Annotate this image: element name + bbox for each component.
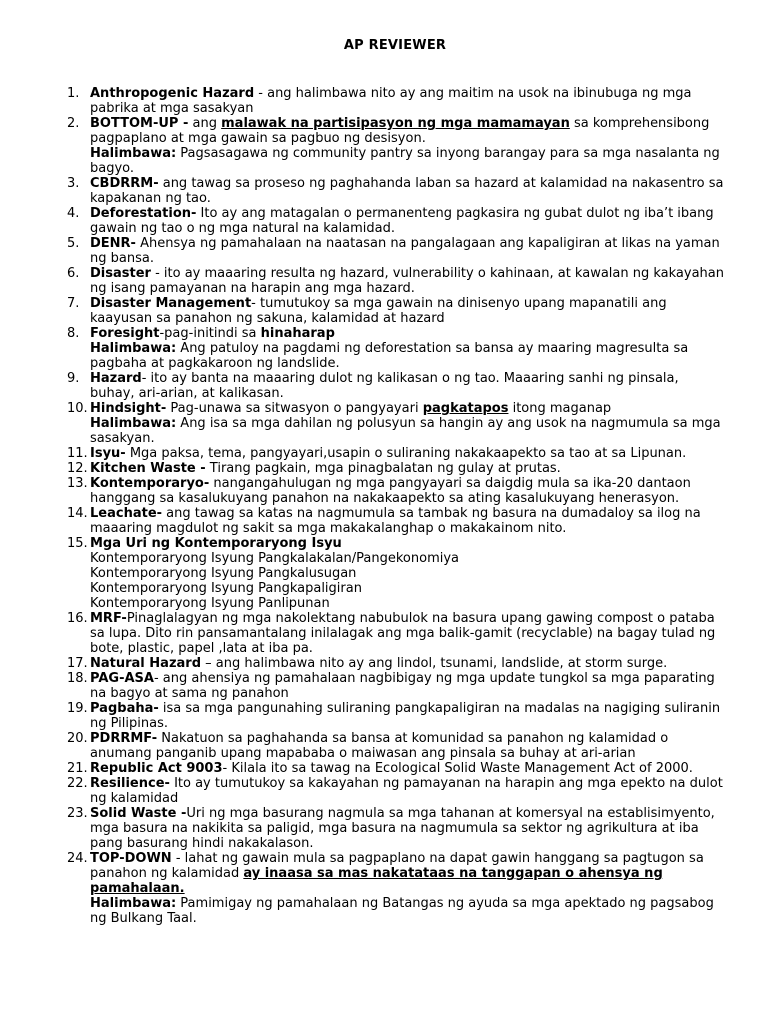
item-term: Solid Waste - xyxy=(90,806,187,821)
item-number: 18. xyxy=(67,671,88,686)
item-text: Tirang pagkain, mga pinagbalatan ng gulay at prutas. xyxy=(205,461,561,476)
item-number: 22. xyxy=(67,776,88,791)
list-item xyxy=(67,86,727,116)
item-text: - lahat ng gawain mula sa pagpaplano na dapat gawin hanggang sa pagtugon sa panahon ng kalamidad xyxy=(90,851,704,881)
item-term: Republic Act 9003 xyxy=(90,761,223,776)
item-number: 9. xyxy=(67,371,80,386)
item-text: ang tawag sa proseso ng paghahanda laban sa hazard at kalamidad na nakasentro sa kapakanan ng tao. xyxy=(90,176,724,206)
item-term: malawak na partisipasyon ng mga mamamayan xyxy=(221,116,570,131)
item-subline xyxy=(90,146,727,176)
item-number: 20. xyxy=(67,731,88,746)
item-number: 19. xyxy=(67,701,88,716)
list-item xyxy=(67,116,727,176)
item-number: 16. xyxy=(67,611,88,626)
item-term: ay inaasa sa mas nakatataas na tanggapan o ahensya ng pamahalaan. xyxy=(90,866,663,896)
item-text: Pinaglalagyan ng mga nakolektang nabubulok na basura upang gawing compost o pataba sa lupa. Dito rin pansamantalang inilalagak ang mga balik-gamit (recyclable) na bagay tulad ng bote, plastic, papel ,lata at iba pa. xyxy=(90,611,716,656)
item-text: Nakatuon sa paghahanda sa bansa at komunidad sa panahon ng kalamidad o anumang panganib upang mapababa o maiwasan ang pinsala sa buhay at ari-arian xyxy=(90,731,669,761)
item-term: Foresight xyxy=(90,326,160,341)
document-title: AP REVIEWER xyxy=(343,38,447,53)
item-subline xyxy=(90,416,727,446)
item-term: Halimbawa: xyxy=(90,896,177,911)
item-text: – ang halimbawa nito ay ang lindol, tsunami, landslide, at storm surge. xyxy=(201,656,668,671)
item-number: 14. xyxy=(67,506,88,521)
list-item xyxy=(67,446,727,461)
item-text: Pamimigay ng pamahalaan ng Batangas ng ayuda sa mga apektado ng pagsabog ng Bulkang Taal. xyxy=(90,896,714,926)
item-term: Hazard xyxy=(90,371,142,386)
item-text: -pag-initindi sa xyxy=(159,326,261,341)
list-item xyxy=(67,206,727,236)
item-term: Disaster Management xyxy=(90,296,252,311)
item-term: Kitchen Waste - xyxy=(90,461,206,476)
item-subline xyxy=(90,566,727,581)
list-item xyxy=(67,806,727,851)
item-term: PDRRMF- xyxy=(90,731,158,746)
item-term: pagkatapos xyxy=(422,401,509,416)
list-item xyxy=(67,461,727,476)
list-item xyxy=(67,611,727,656)
item-text: - ito ay banta na maaaring dulot ng kalikasan o ng tao. Maaaring sanhi ng pinsala, buhay, ari-arian, at kalikasan. xyxy=(90,371,679,401)
item-term: PAG-ASA xyxy=(90,671,154,686)
list-item xyxy=(67,371,727,401)
item-number: 15. xyxy=(67,536,88,551)
item-number: 8. xyxy=(67,326,80,341)
item-text: itong maganap xyxy=(508,401,612,416)
item-term: Resilience- xyxy=(90,776,170,791)
list-item xyxy=(67,476,727,506)
item-number: 23. xyxy=(67,806,88,821)
list-item xyxy=(67,656,727,671)
list-item xyxy=(67,776,727,806)
item-text: Ang isa sa mga dahilan ng polusyun sa hangin ay ang usok na nagmumula sa mga sasakyan. xyxy=(90,416,721,446)
item-text: isa sa mga pangunahing suliraning pangkapaligiran na madalas na nagiging suliranin ng Pilipinas. xyxy=(90,701,721,731)
item-term: Halimbawa: xyxy=(90,341,177,356)
item-text: Pagsasagawa ng community pantry sa inyong barangay para sa mga nasalanta ng bagyo. xyxy=(90,146,720,176)
item-term: CBDRRM- xyxy=(90,176,159,191)
item-text: - ang halimbawa nito ay ang maitim na usok na ibinubuga ng mga pabrika at mga sasakyan xyxy=(90,86,692,116)
item-term: Hindsight- xyxy=(90,401,167,416)
item-text: nangangahulugan ng mga pangyayari sa daigdig mula sa ika-20 dantaon hanggang sa kasalukuyang panahon na nakakaapekto sa ating kasalukuyang henerasyon. xyxy=(90,476,691,506)
item-subline xyxy=(90,896,727,926)
item-number: 11. xyxy=(67,446,88,461)
item-term: Deforestation- xyxy=(90,206,197,221)
item-text: - ang ahensiya ng pamahalaan nagbibigay ng mga update tungkol sa mga paparating na bagyo at sama ng panahon xyxy=(90,671,715,701)
item-term: Anthropogenic Hazard xyxy=(90,86,255,101)
item-text: sa komprehensibong pagpaplano at mga gawain sa pagbuo ng desisyon. xyxy=(90,116,710,146)
item-text: Pag-unawa sa sitwasyon o pangyayari xyxy=(166,401,423,416)
list-item xyxy=(67,326,727,371)
item-number: 12. xyxy=(67,461,88,476)
item-text: - tumutukoy sa mga gawain na dinisenyo upang mapanatili ang kaayusan sa panahon ng sakuna, kalamidad at hazard xyxy=(90,296,667,326)
list-item xyxy=(67,761,727,776)
item-text: Kontemporaryong Isyung Panlipunan xyxy=(90,596,330,611)
item-number: 3. xyxy=(67,176,80,191)
item-term: Leachate- xyxy=(90,506,163,521)
item-number: 6. xyxy=(67,266,80,281)
item-term: Isyu- xyxy=(90,446,126,461)
item-number: 21. xyxy=(67,761,88,776)
reviewer-list xyxy=(67,86,727,926)
list-item xyxy=(67,176,727,206)
item-term: Kontemporaryo- xyxy=(90,476,210,491)
item-number: 10. xyxy=(67,401,88,416)
item-text: Kontemporaryong Isyung Pangkalusugan xyxy=(90,566,357,581)
item-term: Natural Hazard xyxy=(90,656,201,671)
item-subline xyxy=(90,581,727,596)
item-text: Ito ay tumutukoy sa kakayahan ng pamayanan na harapin ang mga epekto na dulot ng kalamidad xyxy=(90,776,723,806)
item-term: Halimbawa: xyxy=(90,416,177,431)
item-number: 1. xyxy=(67,86,80,101)
list-item xyxy=(67,266,727,296)
item-number: 24. xyxy=(67,851,88,866)
item-term: Disaster xyxy=(90,266,151,281)
item-number: 17. xyxy=(67,656,88,671)
list-item xyxy=(67,506,727,536)
item-term: Halimbawa: xyxy=(90,146,177,161)
item-text: Kontemporaryong Isyung Pangkapaligiran xyxy=(90,581,362,596)
list-item xyxy=(67,731,727,761)
item-text: Mga paksa, tema, pangyayari,usapin o suliraning nakakaapekto sa tao at sa Lipunan. xyxy=(125,446,687,461)
item-term: MRF- xyxy=(90,611,127,626)
list-item xyxy=(67,536,727,611)
item-number: 4. xyxy=(67,206,80,221)
item-number: 13. xyxy=(67,476,88,491)
item-term: Mga Uri ng Kontemporaryong Isyu xyxy=(90,536,342,551)
item-text: ang xyxy=(188,116,222,131)
item-text: Kontemporaryong Isyung Pangkalakalan/Pangekonomiya xyxy=(90,551,460,566)
item-number: 5. xyxy=(67,236,80,251)
item-term: BOTTOM-UP - xyxy=(90,116,189,131)
item-term: hinaharap xyxy=(260,326,335,341)
item-text: Ito ay ang matagalan o permanenteng pagkasira ng gubat dulot ng iba’t ibang gawain ng tao o ng mga natural na kalamidad. xyxy=(90,206,714,236)
list-item xyxy=(67,401,727,446)
item-text: - ito ay maaaring resulta ng hazard, vulnerability o kahinaan, at kawalan ng kakayahan ng isang pamayanan na harapin ang mga hazard. xyxy=(90,266,725,296)
list-item xyxy=(67,851,727,926)
list-item xyxy=(67,296,727,326)
list-item xyxy=(67,671,727,701)
item-text: Uri ng mga basurang nagmula sa mga tahanan at komersyal na establisimyento, mga basura na nakikita sa paligid, mga basura na nagmumula sa sektor ng agrikultura at iba pang basurang hindi nakakalason. xyxy=(90,806,715,851)
list-item xyxy=(67,236,727,266)
item-text: - Kilala ito sa tawag na Ecological Solid Waste Management Act of 2000. xyxy=(222,761,693,776)
list-item xyxy=(67,701,727,731)
item-text: ang tawag sa katas na nagmumula sa tambak ng basura na dumadaloy sa ilog na maaaring magdulot ng sakit sa mga makakalanghap o makakainom nito. xyxy=(90,506,701,536)
item-text: Ang patuloy na pagdami ng deforestation sa bansa ay maaring magresulta sa pagbaha at pagkakaroon ng landslide. xyxy=(90,341,689,371)
item-term: TOP-DOWN xyxy=(90,851,172,866)
item-subline xyxy=(90,596,727,611)
item-term: DENR- xyxy=(90,236,136,251)
item-text: Ahensya ng pamahalaan na naatasan na pangalagaan ang kapaligiran at likas na yaman ng bansa. xyxy=(90,236,720,266)
item-subline xyxy=(90,341,727,371)
item-term: Pagbaha- xyxy=(90,701,159,716)
item-number: 2. xyxy=(67,116,80,131)
item-subline xyxy=(90,551,727,566)
item-number: 7. xyxy=(67,296,80,311)
